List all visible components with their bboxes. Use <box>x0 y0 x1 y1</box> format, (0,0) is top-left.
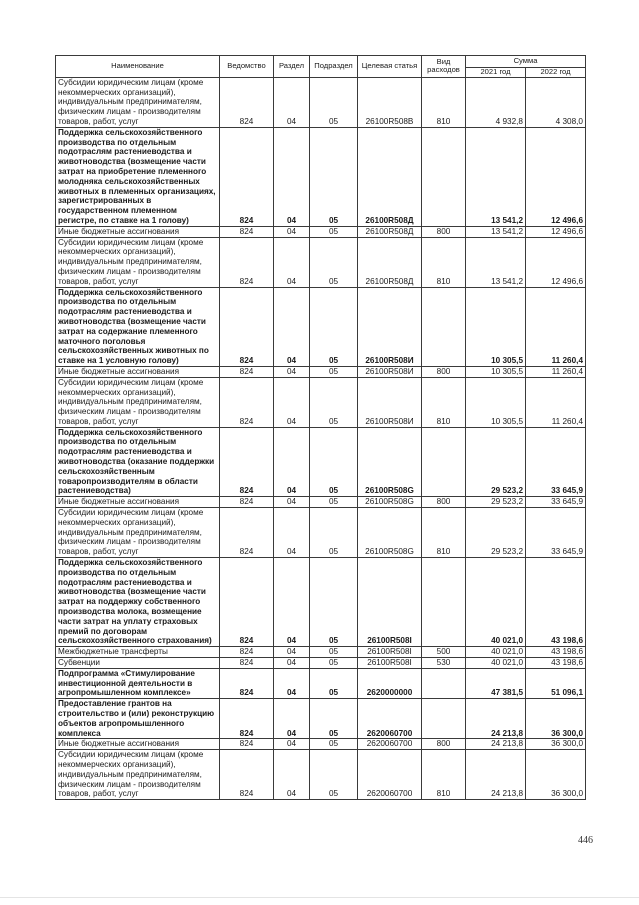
row-sum-2022: 51 096,1 <box>526 668 586 698</box>
row-podrazdel: 05 <box>310 508 358 558</box>
row-sum-2022: 43 198,6 <box>526 558 586 647</box>
row-sum-2022: 12 496,6 <box>526 226 586 237</box>
row-sum-2021: 40 021,0 <box>466 647 526 658</box>
row-vedomstvo: 824 <box>220 77 274 127</box>
row-expense-type: 810 <box>422 237 466 287</box>
table-row <box>56 77 586 127</box>
row-razdel: 04 <box>274 668 310 698</box>
row-sum-2022: 36 300,0 <box>526 739 586 750</box>
row-razdel: 04 <box>274 127 310 226</box>
row-target-article: 2620060700 <box>358 699 422 739</box>
row-podrazdel: 05 <box>310 366 358 377</box>
row-sum-2022: 33 645,9 <box>526 497 586 508</box>
row-razdel: 04 <box>274 647 310 658</box>
row-sum-2022: 12 496,6 <box>526 237 586 287</box>
row-expense-type: 800 <box>422 366 466 377</box>
row-target-article: 26100R508B <box>358 77 422 127</box>
row-podrazdel: 05 <box>310 668 358 698</box>
row-name: Поддержка сельскохозяйственного производства по отдельным подотраслям растениеводства и животноводства (возмещение части затрат на приобретение племенного молодняка сельскохозяйственных животных в племенных организациях, зарегистрированных в государственном племенном регистре, по ставке на 1 голову) <box>56 127 220 226</box>
row-sum-2022: 43 198,6 <box>526 658 586 669</box>
row-vedomstvo: 824 <box>220 377 274 427</box>
row-sum-2022: 11 260,4 <box>526 287 586 366</box>
row-expense-type: 810 <box>422 508 466 558</box>
row-name: Подпрограмма «Стимулирование инвестиционной деятельности в агропромышленном комплексе» <box>56 668 220 698</box>
row-podrazdel: 05 <box>310 647 358 658</box>
table-row <box>56 647 586 658</box>
row-sum-2021: 10 305,5 <box>466 366 526 377</box>
row-podrazdel: 05 <box>310 658 358 669</box>
header-year-2021: 2021 год <box>466 68 526 78</box>
table-row <box>56 366 586 377</box>
row-podrazdel: 05 <box>310 226 358 237</box>
table-row <box>56 226 586 237</box>
row-razdel: 04 <box>274 699 310 739</box>
row-sum-2021: 24 213,8 <box>466 739 526 750</box>
row-podrazdel: 05 <box>310 427 358 497</box>
row-sum-2022: 11 260,4 <box>526 377 586 427</box>
row-name: Межбюджетные трансферты <box>56 647 220 658</box>
header-name: Наименование <box>56 56 220 78</box>
row-expense-type: 800 <box>422 739 466 750</box>
row-podrazdel: 05 <box>310 558 358 647</box>
row-target-article: 26100R508I <box>358 647 422 658</box>
table-row <box>56 739 586 750</box>
row-name: Субсидии юридическим лицам (кроме некоммерческих организаций), индивидуальным предпринимателям, физическим лицам - производителям товаров, работ, услуг <box>56 508 220 558</box>
row-sum-2021: 40 021,0 <box>466 658 526 669</box>
row-target-article: 26100R508Д <box>358 127 422 226</box>
row-expense-type: 800 <box>422 497 466 508</box>
row-sum-2022: 12 496,6 <box>526 127 586 226</box>
header-sum: Сумма <box>466 56 586 68</box>
table-row <box>56 699 586 739</box>
row-target-article: 26100R508G <box>358 497 422 508</box>
row-vedomstvo: 824 <box>220 237 274 287</box>
row-sum-2022: 43 198,6 <box>526 647 586 658</box>
row-expense-type <box>422 427 466 497</box>
table-row <box>56 558 586 647</box>
row-expense-type <box>422 699 466 739</box>
header-expense-type: Вид расходов <box>422 56 466 78</box>
row-name: Иные бюджетные ассигнования <box>56 739 220 750</box>
table-body <box>56 77 586 799</box>
header-year-2022: 2022 год <box>526 68 586 78</box>
row-vedomstvo: 824 <box>220 497 274 508</box>
row-sum-2021: 29 523,2 <box>466 427 526 497</box>
row-expense-type: 800 <box>422 226 466 237</box>
row-razdel: 04 <box>274 750 310 800</box>
row-sum-2021: 24 213,8 <box>466 750 526 800</box>
row-sum-2021: 13 541,2 <box>466 226 526 237</box>
row-vedomstvo: 824 <box>220 127 274 226</box>
row-vedomstvo: 824 <box>220 658 274 669</box>
row-razdel: 04 <box>274 427 310 497</box>
scan-edge-line <box>0 897 639 898</box>
row-sum-2022: 11 260,4 <box>526 366 586 377</box>
row-name: Предоставление грантов на строительство и (или) реконструкцию объектов агропромышленного комплекса <box>56 699 220 739</box>
row-sum-2021: 40 021,0 <box>466 558 526 647</box>
row-target-article: 2620060700 <box>358 739 422 750</box>
budget-table <box>55 55 586 800</box>
row-name: Поддержка сельскохозяйственного производства по отдельным подотраслям растениеводства и животноводства (оказание поддержки сельскохозяйственным товаропроизводителям в области растениеводства) <box>56 427 220 497</box>
row-razdel: 04 <box>274 508 310 558</box>
row-podrazdel: 05 <box>310 699 358 739</box>
row-target-article: 26100R508G <box>358 427 422 497</box>
row-target-article: 26100R508G <box>358 508 422 558</box>
row-razdel: 04 <box>274 287 310 366</box>
row-podrazdel: 05 <box>310 127 358 226</box>
row-podrazdel: 05 <box>310 750 358 800</box>
page-number: 446 <box>578 835 593 846</box>
row-sum-2021: 29 523,2 <box>466 508 526 558</box>
row-vedomstvo: 824 <box>220 739 274 750</box>
row-sum-2022: 33 645,9 <box>526 427 586 497</box>
table-row <box>56 668 586 698</box>
row-podrazdel: 05 <box>310 77 358 127</box>
row-expense-type: 810 <box>422 377 466 427</box>
row-sum-2022: 33 645,9 <box>526 508 586 558</box>
row-razdel: 04 <box>274 377 310 427</box>
row-expense-type <box>422 127 466 226</box>
row-vedomstvo: 824 <box>220 508 274 558</box>
table-row <box>56 750 586 800</box>
row-name: Субвенции <box>56 658 220 669</box>
row-sum-2021: 4 932,8 <box>466 77 526 127</box>
row-vedomstvo: 824 <box>220 558 274 647</box>
row-target-article: 26100R508I <box>358 558 422 647</box>
row-podrazdel: 05 <box>310 377 358 427</box>
table-row <box>56 287 586 366</box>
row-razdel: 04 <box>274 558 310 647</box>
row-target-article: 26100R508И <box>358 366 422 377</box>
row-name: Поддержка сельскохозяйственного производства по отдельным подотраслям растениеводства и животноводства (возмещение части затрат на поддержку собственного производства молока, возмещение части затрат на уплату страховых премий по договорам сельскохозяйственного страхования) <box>56 558 220 647</box>
row-vedomstvo: 824 <box>220 647 274 658</box>
row-podrazdel: 05 <box>310 237 358 287</box>
row-vedomstvo: 824 <box>220 287 274 366</box>
row-razdel: 04 <box>274 497 310 508</box>
row-name: Иные бюджетные ассигнования <box>56 226 220 237</box>
row-sum-2021: 10 305,5 <box>466 287 526 366</box>
row-expense-type <box>422 287 466 366</box>
row-target-article: 26100R508Д <box>358 237 422 287</box>
row-vedomstvo: 824 <box>220 366 274 377</box>
header-target-article: Целевая статья <box>358 56 422 78</box>
row-target-article: 26100R508Д <box>358 226 422 237</box>
row-razdel: 04 <box>274 237 310 287</box>
row-sum-2021: 47 381,5 <box>466 668 526 698</box>
table-row <box>56 427 586 497</box>
row-expense-type: 530 <box>422 658 466 669</box>
row-sum-2022: 4 308,0 <box>526 77 586 127</box>
row-sum-2021: 24 213,8 <box>466 699 526 739</box>
row-target-article: 26100R508И <box>358 377 422 427</box>
table-row <box>56 497 586 508</box>
row-target-article: 26100R508I <box>358 658 422 669</box>
header-vedomstvo: Ведомство <box>220 56 274 78</box>
row-razdel: 04 <box>274 739 310 750</box>
row-name: Поддержка сельскохозяйственного производства по отдельным подотраслям растениеводства и животноводства (возмещение части затрат на содержание племенного маточного поголовья сельскохозяйственных животных по ставке на 1 условную голову) <box>56 287 220 366</box>
row-razdel: 04 <box>274 658 310 669</box>
header-podrazdel: Подраздел <box>310 56 358 78</box>
row-sum-2022: 36 300,0 <box>526 699 586 739</box>
row-podrazdel: 05 <box>310 497 358 508</box>
row-name: Субсидии юридическим лицам (кроме некоммерческих организаций), индивидуальным предпринимателям, физическим лицам - производителям товаров, работ, услуг <box>56 750 220 800</box>
row-expense-type: 810 <box>422 77 466 127</box>
row-target-article: 26100R508И <box>358 287 422 366</box>
row-name: Субсидии юридическим лицам (кроме некоммерческих организаций), индивидуальным предпринимателям, физическим лицам - производителям товаров, работ, услуг <box>56 237 220 287</box>
row-name: Иные бюджетные ассигнования <box>56 366 220 377</box>
table-row <box>56 377 586 427</box>
row-razdel: 04 <box>274 77 310 127</box>
row-target-article: 2620060700 <box>358 750 422 800</box>
row-vedomstvo: 824 <box>220 226 274 237</box>
row-podrazdel: 05 <box>310 287 358 366</box>
row-sum-2021: 13 541,2 <box>466 127 526 226</box>
row-sum-2021: 29 523,2 <box>466 497 526 508</box>
row-expense-type <box>422 558 466 647</box>
row-name: Иные бюджетные ассигнования <box>56 497 220 508</box>
row-vedomstvo: 824 <box>220 699 274 739</box>
row-sum-2021: 10 305,5 <box>466 377 526 427</box>
row-sum-2021: 13 541,2 <box>466 237 526 287</box>
row-name: Субсидии юридическим лицам (кроме некоммерческих организаций), индивидуальным предпринимателям, физическим лицам - производителям товаров, работ, услуг <box>56 77 220 127</box>
row-vedomstvo: 824 <box>220 427 274 497</box>
row-razdel: 04 <box>274 226 310 237</box>
row-podrazdel: 05 <box>310 739 358 750</box>
row-razdel: 04 <box>274 366 310 377</box>
row-expense-type: 500 <box>422 647 466 658</box>
table-row <box>56 508 586 558</box>
row-name: Субсидии юридическим лицам (кроме некоммерческих организаций), индивидуальным предпринимателям, физическим лицам - производителям товаров, работ, услуг <box>56 377 220 427</box>
table-row <box>56 127 586 226</box>
row-vedomstvo: 824 <box>220 750 274 800</box>
row-expense-type: 810 <box>422 750 466 800</box>
table-row <box>56 658 586 669</box>
row-sum-2022: 36 300,0 <box>526 750 586 800</box>
row-vedomstvo: 824 <box>220 668 274 698</box>
table-row <box>56 237 586 287</box>
table-header <box>56 56 586 78</box>
row-target-article: 2620000000 <box>358 668 422 698</box>
header-razdel: Раздел <box>274 56 310 78</box>
row-expense-type <box>422 668 466 698</box>
